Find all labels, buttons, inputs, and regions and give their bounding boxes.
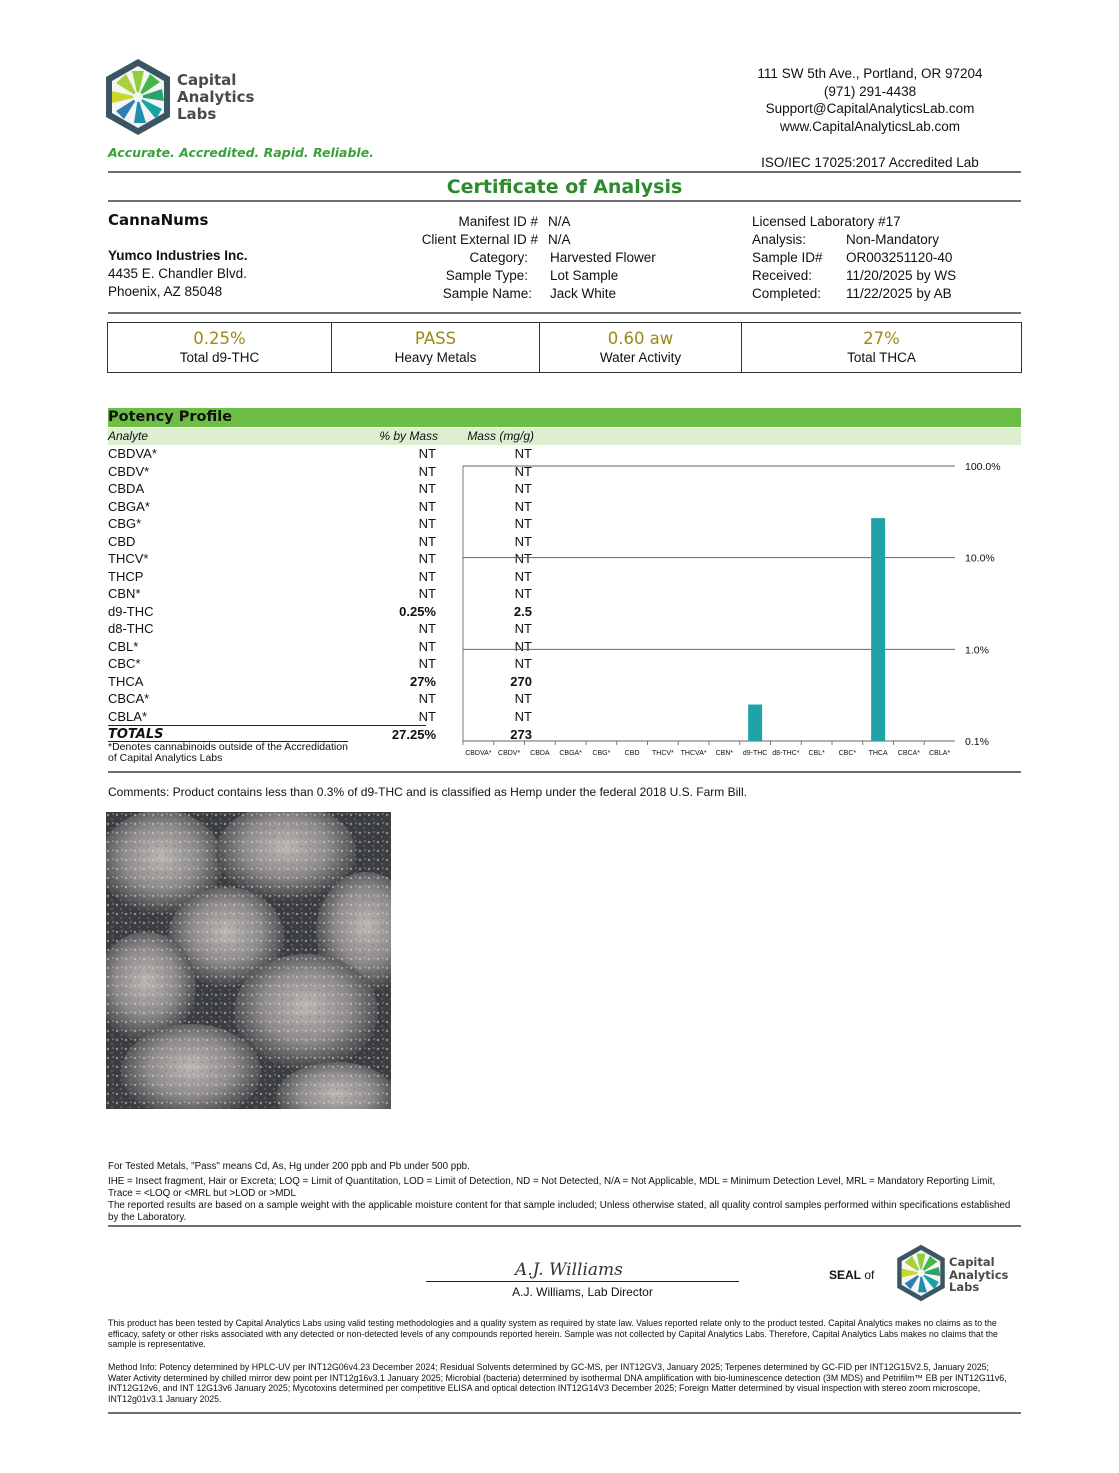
chart-x-tick-label: THCA [868, 750, 888, 757]
mass-mg-g: NT [514, 498, 532, 514]
analyte-name: THCV* [108, 551, 149, 566]
lab-field-label: Completed: [752, 286, 822, 301]
sample-value: Lot Sample [550, 268, 619, 283]
mass-mg-g: NT [514, 691, 532, 706]
chart-y-tick-label: 100.0% [965, 461, 1001, 473]
mass-mg-g: NT [514, 621, 532, 636]
totals-label: TOTALS [108, 727, 164, 742]
summary-value: 0.25% [193, 329, 246, 348]
potency-footnote: *Denotes cannabinoids outside of the Accredidation of Capital Analytics Labs [108, 741, 348, 764]
seal-text-line: Labs [949, 1280, 980, 1294]
chart-x-tick-label: CBG* [592, 750, 611, 757]
chart-y-tick-label: 0.1% [965, 736, 989, 748]
lab-field-value: 11/20/2025 by WS [846, 268, 957, 283]
signature-script: A.J. Williams [515, 1260, 623, 1280]
logo-text-line: Capital [177, 71, 237, 89]
mass-percent: NT [418, 586, 436, 601]
analyte-name: CBN* [108, 586, 141, 601]
table-row [108, 690, 532, 708]
lab-field-label: Received: [752, 268, 813, 283]
tagline: Accurate. Accredited. Rapid. Reliable. [108, 145, 374, 160]
analyte-name: CBD [108, 533, 136, 549]
lab-field-value: OR003251120-40 [846, 250, 953, 265]
mass-percent: NT [418, 481, 436, 496]
logo-text-line: Analytics [177, 88, 255, 106]
table-row [108, 708, 532, 727]
table-row [108, 550, 532, 568]
table-row [108, 603, 532, 621]
mass-percent: NT [418, 638, 436, 654]
chart-x-tick-label: CBL* [808, 750, 825, 757]
analyte-name: CBG* [108, 516, 142, 531]
mass-percent: 27% [409, 673, 436, 689]
contact-phone: (971) 291-4438 [823, 83, 917, 99]
mass-mg-g: NT [514, 586, 532, 601]
seal-label [829, 1268, 874, 1282]
table-row [108, 655, 532, 673]
chart-y-tick-label: 10.0% [965, 552, 995, 565]
lab-field-value: Non-Mandatory [846, 232, 940, 247]
mass-mg-g: NT [514, 463, 532, 479]
mass-percent: NT [418, 498, 436, 514]
table-row [108, 673, 532, 691]
sample-photo [106, 812, 391, 1109]
sample-label: Category: [469, 250, 528, 265]
lab-info [752, 213, 1020, 303]
mass-mg-g: NT [514, 551, 532, 566]
mass-mg-g: NT [514, 568, 532, 584]
chart-x-tick-label: CBDA [530, 750, 550, 757]
chart-x-tick-label: CBDVA* [465, 750, 492, 757]
chart-bar [748, 705, 762, 741]
table-row [108, 638, 532, 656]
chart-x-tick-label: CBD [624, 750, 640, 757]
totals-mass-mg-g: 273 [510, 727, 532, 742]
chart-x-tick-label: d8-THC* [772, 750, 800, 757]
summary-label: Heavy Metals [394, 350, 477, 365]
analyte-name: CBDVA* [108, 446, 157, 461]
analyte-name: CBLA* [108, 708, 148, 724]
table-row [108, 463, 532, 481]
analyte-name: THCP [108, 568, 144, 584]
results-summary [107, 322, 1022, 373]
analyte-name: d9-THC [108, 603, 154, 619]
table-row [108, 620, 532, 638]
results-note: The reported results are based on a sample weight with the applicable moisture content for that sample included; Unless otherwise stated, all quality control samples performed within specifications established by the Laboratory. [108, 1200, 1011, 1223]
analyte-name: CBCA* [108, 691, 150, 706]
summary-label: Total d9-THC [179, 350, 260, 365]
mass-mg-g: NT [514, 516, 532, 531]
potency-chart [440, 445, 1020, 765]
logo-text-line: Labs [177, 105, 217, 123]
sample-value: N/A [548, 214, 571, 229]
chart-x-tick-label: CBCA* [897, 750, 920, 757]
mass-percent: NT [418, 656, 436, 671]
seal-label-rest: of [864, 1268, 875, 1282]
column-header: % by Mass [379, 429, 438, 443]
summary-label: Total THCA [847, 350, 916, 365]
lab-field-label: Sample ID# [752, 250, 823, 265]
mass-percent: NT [418, 691, 436, 706]
client-address-line2: Phoenix, AZ 85048 [108, 284, 223, 299]
chart-x-tick-label: THCV* [651, 750, 674, 757]
client-address-line1: 4435 E. Chandler Blvd. [108, 266, 247, 281]
table-row [108, 533, 532, 551]
sample-value: Jack White [550, 286, 617, 301]
summary-cell [742, 323, 1021, 372]
lab-field-label: Analysis: [752, 232, 807, 247]
sample-label: Client External ID # [421, 232, 538, 247]
disclaimer-text: This product has been tested by Capital Analytics Labs using valid testing methodologies and a quality system as required by state law. Values reported relate only to the product tested. Capital Analytics makes no claims as to the efficacy, safety or other risks associated with any detected or non-detected levels of any compounds reported herein. Sample was not collected by Capital Analytics Labs. Therefore, Capital Analytics Labs makes no claims that the sample is representative. [108, 1318, 998, 1349]
abbreviations-note: IHE = Insect fragment, Hair or Excreta; LOQ = Limit of Quantitation, LOD = Limit of Detection, ND = Not Detected, N/A = Not Applicable, MDL = Minimum Detection Level, MRL = Mandatory Reporting Limit, Trace = <LOQ or <MRL but >LOD or >MDL [108, 1176, 996, 1199]
mass-mg-g: NT [514, 533, 532, 549]
accreditation-label: ISO/IEC 17025:2017 Accredited Lab [761, 155, 979, 170]
analyte-name: CBL* [108, 638, 139, 654]
lab-contact [720, 65, 1020, 135]
mass-mg-g: 270 [510, 673, 532, 689]
table-row [108, 480, 532, 498]
seal-label-bold: SEAL [829, 1268, 862, 1282]
mass-percent: NT [418, 533, 436, 549]
document-title: Certificate of Analysis [446, 176, 683, 198]
chart-x-tick-label: CBGA* [559, 750, 582, 757]
chart-bar [871, 518, 885, 741]
divider [108, 1412, 1021, 1414]
mass-mg-g: NT [514, 638, 532, 654]
sample-value: N/A [548, 232, 571, 247]
mass-percent: NT [418, 708, 436, 724]
chart-x-tick-label: CBDV* [498, 750, 521, 757]
divider [108, 171, 1021, 173]
analyte-name: CBDA [108, 481, 145, 496]
sample-label: Sample Type: [445, 268, 528, 283]
summary-label: Water Activity [599, 350, 682, 365]
analyte-name: CBDV* [108, 463, 150, 479]
mass-percent: NT [418, 463, 436, 479]
lab-field-value: 11/22/2025 by AB [846, 286, 952, 301]
metals-note: For Tested Metals, "Pass" means Cd, As, Hg under 200 ppb and Pb under 500 ppb. [108, 1161, 470, 1172]
chart-x-tick-label: CBLA* [929, 750, 951, 757]
mass-mg-g: NT [514, 708, 532, 724]
table-row [108, 445, 532, 463]
mass-mg-g: NT [514, 446, 532, 461]
analyte-name: CBGA* [108, 498, 150, 514]
table-row [108, 585, 532, 603]
column-header: Mass (mg/g) [467, 429, 534, 443]
contact-website[interactable]: www.CapitalAnalyticsLab.com [779, 118, 961, 134]
mass-percent: NT [418, 446, 436, 461]
table-row [108, 498, 532, 516]
potency-heading: Potency Profile [108, 408, 1021, 427]
column-header: Analyte [108, 429, 149, 443]
divider [108, 771, 1021, 773]
mass-mg-g: 2.5 [513, 603, 532, 619]
mass-mg-g: NT [514, 481, 532, 496]
analyte-name: THCA [108, 673, 144, 689]
table-row [108, 515, 532, 533]
table-row [108, 568, 532, 586]
chart-x-tick-label: CBN* [715, 750, 734, 757]
analyte-name: CBC* [108, 656, 141, 671]
summary-value: PASS [414, 329, 457, 348]
lab-logo-icon [103, 57, 173, 137]
sample-label: Manifest ID # [458, 214, 538, 229]
summary-cell [332, 323, 540, 372]
seal-text-line: Capital [949, 1255, 995, 1269]
client-product: CannaNums [108, 211, 209, 229]
summary-cell [108, 323, 332, 372]
sample-label: Sample Name: [442, 286, 532, 301]
signature-line [426, 1281, 739, 1282]
seal-text-line: Analytics [949, 1267, 1009, 1282]
chart-y-tick-label: 1.0% [965, 644, 989, 657]
chart-x-tick-label: THCVA* [680, 750, 707, 757]
client-company: Yumco Industries Inc. [108, 248, 248, 263]
mass-percent: NT [418, 568, 436, 584]
divider [108, 200, 1021, 202]
mass-percent: NT [418, 516, 436, 531]
chart-x-tick-label: CBC* [838, 750, 857, 757]
sample-value: Harvested Flower [550, 250, 656, 265]
contact-email[interactable]: Support@CapitalAnalyticsLab.com [765, 101, 975, 116]
chart-x-tick-label: d9-THC [742, 750, 768, 757]
lab-license: Licensed Laboratory #17 [752, 214, 901, 229]
signatory-name: A.J. Williams, Lab Director [512, 1285, 653, 1299]
totals-mass-percent: 27.25% [391, 727, 436, 742]
summary-cell [540, 323, 742, 372]
mass-percent: 0.25% [399, 603, 436, 619]
mass-percent: NT [418, 551, 436, 566]
potency-column-headers [108, 428, 1021, 445]
contact-address: 111 SW 5th Ave., Portland, OR 97204 [757, 66, 983, 81]
analyte-name: d8-THC [108, 621, 154, 636]
summary-value: 27% [863, 329, 900, 348]
method-info-text: Method Info: Potency determined by HPLC-UV per INT12G06v4.23 December 2024; Residual Solvents determined by GC-MS, per INT12GV3, January 2025; Terpenes determined by GC-FID per INT12G15V2.5, January 2025; Water Activity determined by chilled mirror dew point per INT12g16v3.1 January 2025; Microbial (bacteria) determined by isothermal DNA amplification with bio-luminescence detection (3M MDS) and Petrifilm™ EB per INT12G11v6, INT12G12v6, and INT 12G13v6 January 2025; Mycotoxins determined per competitive ELISA and optical detection INT12G14V3 December 2025; Foreign Matter determined by visual inspection with stereo zoom microscope, INT12g01v3.1 January 2025. [108, 1362, 1007, 1404]
mass-mg-g: NT [514, 656, 532, 671]
sample-info [340, 213, 740, 303]
divider [108, 1225, 1021, 1227]
client-info [108, 247, 248, 301]
summary-value: 0.60 aw [607, 329, 674, 348]
divider [108, 312, 1021, 314]
seal-logo-icon [895, 1243, 947, 1303]
comments-text: Comments: Product contains less than 0.3% of d9-THC and is classified as Hemp under the federal 2018 U.S. Farm Bill. [108, 785, 747, 799]
mass-percent: NT [418, 621, 436, 636]
